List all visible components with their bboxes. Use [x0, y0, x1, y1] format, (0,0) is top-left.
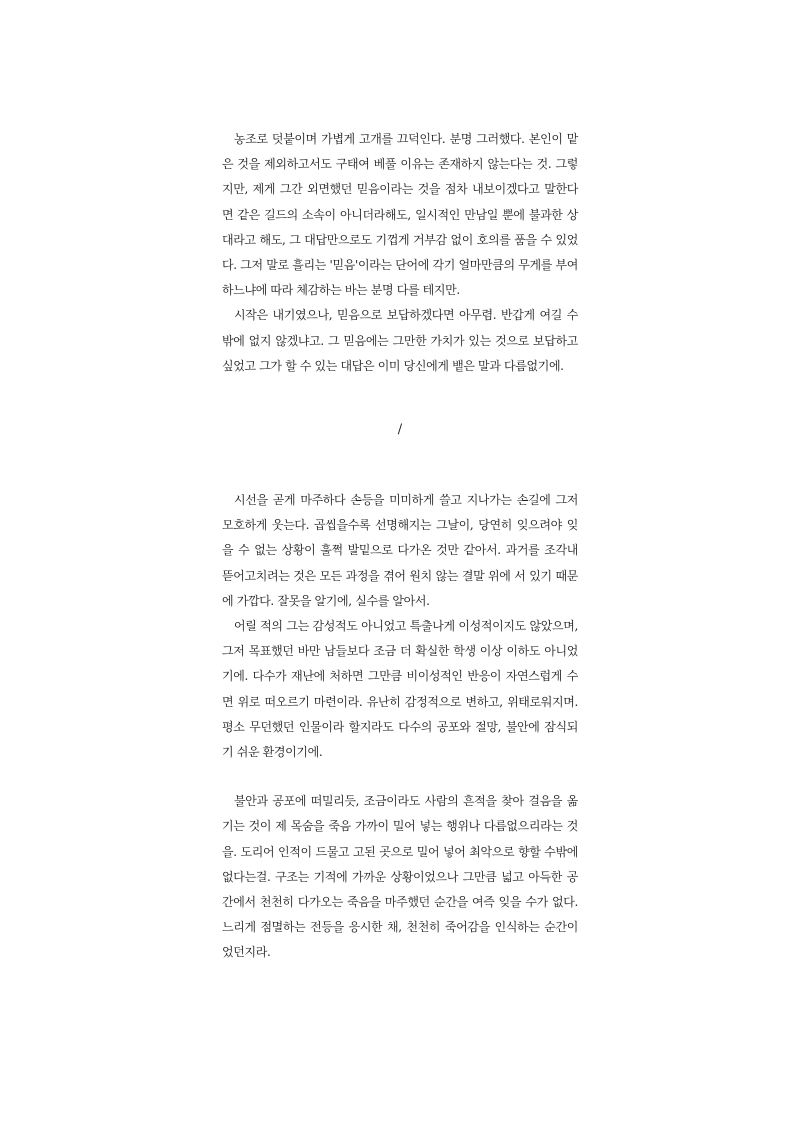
text-section-1	[222, 127, 578, 379]
text-section-2	[222, 488, 578, 966]
paragraph: 농조로 덧붙이며 가볍게 고개를 끄덕인다. 분명 그러했다. 본인이 맡은 것을 제외하고서도 구태여 베풀 이유는 존재하지 않는다는 것. 그렇지만, 제게 그간 외면했던 믿음이라는 것을 점차 내보이겠다고 말한다면 같은 길드의 소속이 아니더라해도, 일시적인 만남일 뿐에 불과한 상대라고 해도, 그 대답만으로도 기껍게 거부감 없이 호의를 품을 수 있었다. 그저 말로 흘리는 '믿음'이라는 단어에 각기 얼마만큼의 무게를 부여하느냐에 따라 체감하는 바는 분명 다를 테지만.	[222, 132, 578, 298]
paragraph: 어릴 적의 그는 감성적도 아니었고 특출나게 이성적이지도 않았으며, 그저 목표했던 바만 남들보다 조금 더 확실한 학생 이상 이하도 아니었기에. 다수가 재난에 처하면 그만큼 비이성적인 반응이 자연스럽게 수면 위로 떠오르기 마련이라. 유난히 감정적으로 변하고, 위태로워지며. 평소 무던했던 인물이라 할지라도 다수의 공포와 절망, 불안에 잠식되기 쉬운 환경이기에.	[222, 619, 578, 760]
paragraph: 시작은 내기였으나, 믿음으로 보답하겠다면 아무렴. 반갑게 여길 수밖에 없지 않겠냐고. 그 믿음에는 그만한 가치가 있는 것으로 보답하고 싶었고 그가 할 수 있는 대답은 이미 당신에게 뱉은 말과 다름없기에.	[222, 308, 578, 373]
paragraph: 시선을 곧게 마주하다 손등을 미미하게 쓸고 지나가는 손길에 그저 모호하게 웃는다. 곱씹을수록 선명해지는 그날이, 당연히 잊으려야 잊을 수 없는 상황이 훌쩍 발밑으로 다가온 것만 같아서. 과거를 조각내 뜯어고치려는 것은 모든 과정을 겪어 원치 않는 결말 위에 서 있기 때문에 가깝다. 잘못을 알기에, 실수를 알아서.	[222, 493, 578, 608]
paragraph: 불안과 공포에 떠밀리듯, 조금이라도 사람의 흔적을 찾아 걸음을 옮기는 것이 제 목숨을 죽음 가까이 밀어 넣는 행위나 다름없으리라는 것을. 도리어 인적이 드물고 고된 곳으로 밀어 넣어 최악으로 향할 수밖에 없다는걸. 구조는 기적에 가까운 상황이었으나 그만큼 넓고 아득한 공간에서 천천히 다가오는 죽음을 마주했던 순간을 여즉 잊을 수가 없다. 느리게 점멸하는 전등을 응시한 채, 천천히 죽어감을 인식하는 순간이었던지라.	[222, 794, 578, 960]
section-separator: /	[397, 422, 403, 437]
